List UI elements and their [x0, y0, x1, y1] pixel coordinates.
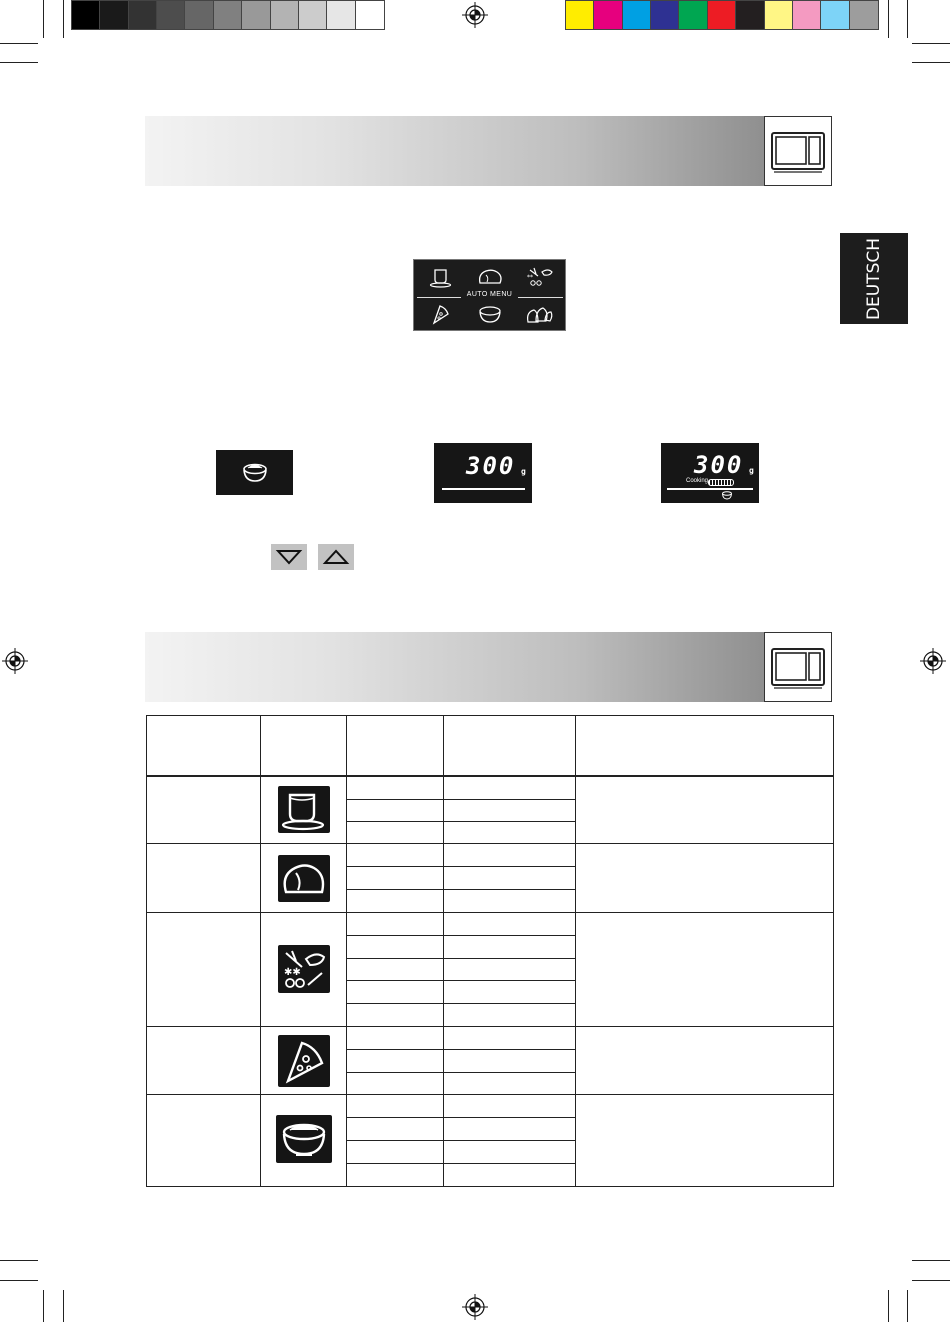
gray-swatch [185, 1, 213, 29]
row-divider [346, 1163, 575, 1164]
color-swatch [736, 1, 764, 29]
down-arrow-button[interactable] [271, 544, 307, 570]
color-swatch [651, 1, 679, 29]
pizza-icon [278, 1035, 330, 1087]
defrost-icon [278, 945, 330, 993]
color-swatch [594, 1, 622, 29]
table-defrost-icon [278, 945, 330, 993]
gray-swatch [157, 1, 185, 29]
table-bread-icon [278, 855, 330, 902]
crop-mark [0, 1260, 38, 1261]
crop-mark [912, 62, 950, 63]
row-divider [346, 799, 575, 800]
color-swatch [623, 1, 651, 29]
row-divider [346, 889, 575, 890]
row-divider [346, 980, 575, 981]
progress-bar [708, 479, 734, 486]
row-divider [346, 866, 575, 867]
registration-mark-icon [920, 648, 946, 674]
row-divider [346, 1072, 575, 1073]
crop-mark [907, 0, 908, 38]
row-divider [346, 1049, 575, 1050]
display-baseline [442, 488, 525, 490]
color-bar [565, 0, 879, 30]
row-divider [346, 958, 575, 959]
gray-swatch [327, 1, 355, 29]
table-cup-icon [278, 786, 330, 833]
cup-icon [278, 786, 330, 833]
weight-value: 300 [694, 451, 744, 479]
triangle-up-icon [318, 544, 354, 570]
color-swatch [793, 1, 821, 29]
row-divider [346, 935, 575, 936]
crop-mark [63, 0, 64, 38]
header-divider [147, 775, 833, 777]
registration-mark-icon [462, 1294, 488, 1320]
table-pizza-icon [278, 1035, 330, 1087]
group-divider [147, 843, 833, 844]
cooking-display [661, 443, 759, 503]
crop-mark [912, 1260, 950, 1261]
potato-icon [524, 302, 554, 326]
group-divider [147, 1026, 833, 1027]
microwave-oven-icon [764, 632, 832, 702]
table-bowl-icon [276, 1115, 332, 1163]
gray-swatch [129, 1, 157, 29]
color-swatch [679, 1, 707, 29]
svg-text:**: ** [527, 274, 533, 281]
microwave-oven-icon [764, 116, 832, 186]
auto-menu-label: AUTO MENU [466, 291, 513, 298]
crop-mark [0, 1280, 38, 1281]
svg-text:✱✱: ✱✱ [284, 967, 301, 978]
section-header-bar [145, 632, 765, 702]
gray-swatch [72, 1, 100, 29]
group-divider [147, 912, 833, 913]
column-divider [346, 716, 347, 1186]
row-divider [346, 1117, 575, 1118]
cup-icon [428, 266, 454, 288]
pizza-icon [428, 302, 452, 326]
bowl-icon [240, 458, 270, 486]
weight-unit: g [749, 466, 754, 475]
bowl-key-display [216, 450, 293, 495]
section-header-bar [145, 116, 765, 186]
weight-unit: g [521, 467, 526, 476]
crop-mark [888, 0, 889, 38]
column-divider [575, 716, 576, 1186]
auto-menu-table [146, 715, 834, 1187]
gray-swatch [214, 1, 242, 29]
bowl-icon [477, 302, 503, 326]
row-divider [346, 1003, 575, 1004]
gray-swatch [100, 1, 128, 29]
display-baseline [667, 488, 753, 490]
gray-swatch [299, 1, 327, 29]
color-swatch [765, 1, 793, 29]
crop-mark [907, 1290, 908, 1322]
up-arrow-button[interactable] [318, 544, 354, 570]
cooking-label: Cooking [686, 478, 709, 484]
bowl-icon [721, 490, 733, 500]
color-swatch [708, 1, 736, 29]
crop-mark [912, 1280, 950, 1281]
auto-menu-panel [413, 259, 566, 331]
bread-icon [278, 855, 330, 902]
crop-mark [43, 0, 44, 38]
group-divider [147, 1094, 833, 1095]
crop-mark [912, 43, 950, 44]
registration-mark-icon [462, 2, 488, 28]
row-divider [346, 821, 575, 822]
weight-display [434, 443, 532, 503]
crop-mark [63, 1290, 64, 1322]
crop-mark [888, 1290, 889, 1322]
language-tab-label: DEUTSCH [864, 237, 885, 320]
bread-icon [476, 266, 504, 288]
grayscale-bar [71, 0, 385, 30]
weight-value: 300 [466, 452, 516, 480]
crop-mark [43, 1290, 44, 1322]
color-swatch [850, 1, 878, 29]
defrost-icon [524, 264, 558, 288]
column-divider [443, 716, 444, 1186]
crop-mark [0, 62, 38, 63]
color-swatch [566, 1, 594, 29]
gray-swatch [271, 1, 299, 29]
gray-swatch [242, 1, 270, 29]
gray-swatch [356, 1, 384, 29]
registration-mark-icon [2, 648, 28, 674]
color-swatch [821, 1, 849, 29]
triangle-down-icon [271, 544, 307, 570]
row-divider [346, 1140, 575, 1141]
language-tab [840, 233, 908, 324]
crop-mark [0, 43, 38, 44]
bowl-icon [276, 1115, 332, 1163]
column-divider [260, 716, 261, 1186]
